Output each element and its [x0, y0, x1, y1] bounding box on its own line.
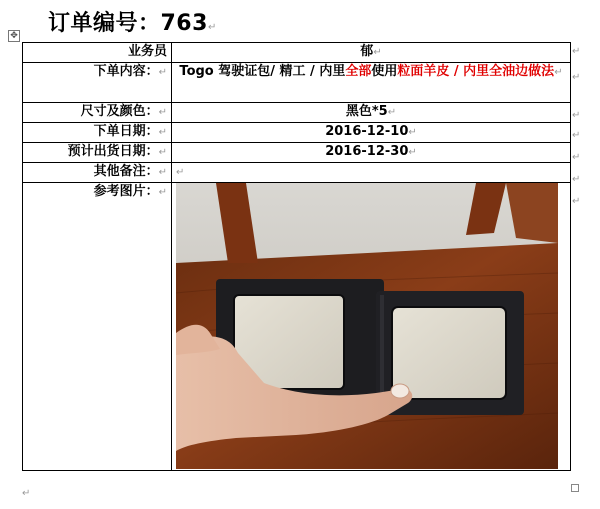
table-row	[23, 143, 571, 163]
salesperson-label: 业务员	[23, 43, 172, 63]
row-end-mark: ↵	[572, 72, 581, 83]
reference-image-cell[interactable]	[172, 183, 571, 471]
paragraph-mark: ↵	[22, 488, 31, 499]
row-end-mark: ↵	[572, 130, 581, 141]
table-row	[23, 123, 571, 143]
row-end-mark: ↵	[572, 46, 581, 57]
order-content-value[interactable]: Togo 驾驶证包/ 精工 / 内里全部使用粒面羊皮 / 内里全油边做法↵	[172, 63, 571, 103]
content-part-4: 粒面羊皮 / 内里全油边做法	[397, 64, 555, 79]
ship-date-value[interactable]: 2016-12-30↵	[172, 143, 571, 163]
order-table	[22, 42, 571, 471]
notes-label: 其他备注：↵	[23, 163, 172, 183]
table-row	[23, 163, 571, 183]
content-part-3: 使用	[371, 64, 398, 79]
content-part-2: 全部	[345, 64, 372, 79]
paragraph-mark: ↵	[207, 22, 217, 33]
table-move-handle-icon[interactable]: ✥	[8, 30, 20, 42]
order-date-label: 下单日期：↵	[23, 123, 172, 143]
row-end-mark: ↵	[572, 174, 581, 185]
table-row	[23, 183, 571, 471]
row-end-mark: ↵	[572, 152, 581, 163]
table-resize-handle[interactable]	[571, 484, 579, 492]
salesperson-value[interactable]: 郁↵	[172, 43, 571, 63]
row-end-mark: ↵	[572, 196, 581, 207]
size-color-label: 尺寸及颜色：↵	[23, 103, 172, 123]
content-part-1: Togo 驾驶证包/ 精工 / 内里	[179, 64, 346, 79]
reference-image-label: 参考图片：↵	[23, 183, 172, 471]
table-row	[23, 43, 571, 63]
row-end-mark: ↵	[572, 110, 581, 121]
order-content-label: 下单内容：↵	[23, 63, 172, 103]
table-row	[23, 103, 571, 123]
size-color-value[interactable]: 黑色*5↵	[172, 103, 571, 123]
order-title-text: 订单编号：763	[48, 11, 208, 36]
order-title	[48, 6, 217, 37]
order-date-value[interactable]: 2016-12-10↵	[172, 123, 571, 143]
reference-photo[interactable]	[176, 183, 558, 469]
notes-value[interactable]: ↵	[172, 163, 571, 183]
table-row	[23, 63, 571, 103]
ship-date-label: 预计出货日期：↵	[23, 143, 172, 163]
